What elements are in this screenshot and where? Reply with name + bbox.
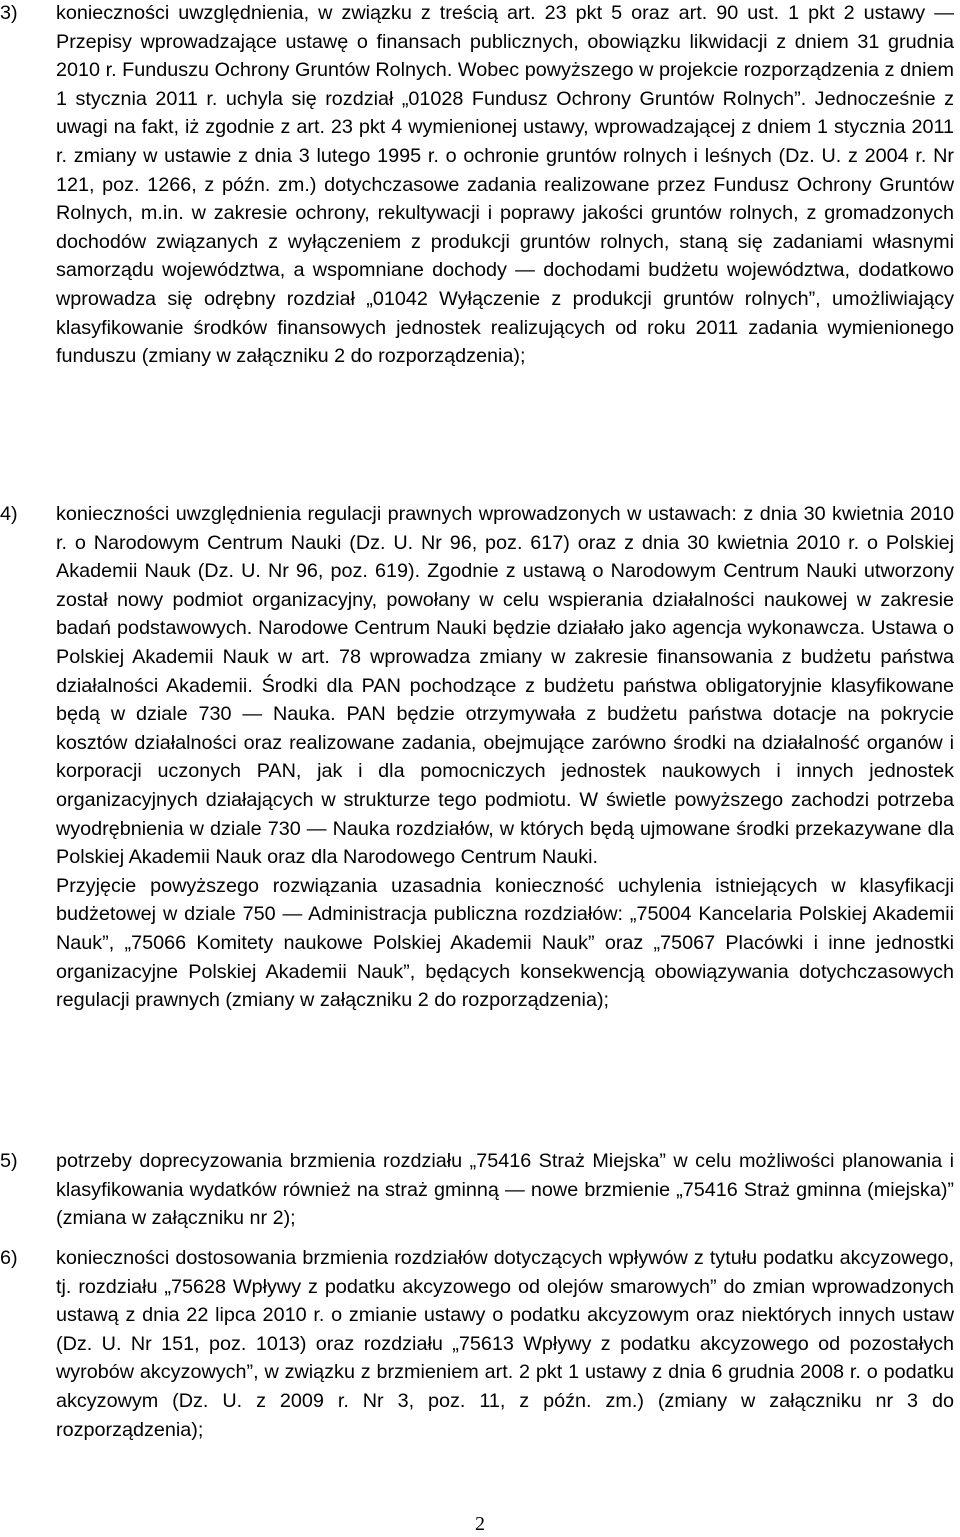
list-item-number: 5) xyxy=(0,1150,18,1172)
list-item-text xyxy=(56,0,954,371)
paragraph: konieczności uwzględnienia regulacji prawnych wprowadzonych w ustawach: z dnia 30 kwietnia 2010 r. o Narodowym Centrum Nauki (Dz. U. Nr 96, poz. 617) oraz z dnia 30 kwietnia 2010 r. o Polskiej Akademii Nauk (Dz. U. Nr 96, poz. 619). Zgodnie z ustawą o Narodowym Centrum Nauki utworzony został nowy podmiot organizacyjny, powołany w celu wspierania działalności naukowej w zakresie badań podstawowych. Narodowe Centrum Nauki będzie działało jako agencja wykonawcza. Ustawa o Polskiej Akademii Nauk w art. 78 wprowadza zmiany w zakresie finansowania z budżetu państwa działalności Akademii. Środki dla PAN pochodzące z budżetu państwa obligatoryjnie klasyfikowane będą w dziale 730 — Nauka. PAN będzie otrzymywała z budżetu państwa dotacje na pokrycie kosztów działalności oraz realizowane zadania, obejmujące zarówno środki na działalność organów i korporacji uczonych PAN, jak i dla pomocniczych jednostek naukowych i innych jednostek organizacyjnych działających w strukturze tego podmiotu. W świetle powyższego zachodzi potrzeba wyodrębnienia w dziale 730 — Nauka rozdziałów, w których będą ujmowane środki przekazywane dla Polskiej Akademii Nauk oraz dla Narodowego Centrum Nauki. xyxy=(56,503,954,869)
paragraph: konieczności dostosowania brzmienia rozdziałów dotyczących wpływów z tytułu podatku akcyzowego, tj. rozdziału „75628 Wpływy z podatku akcyzowego od olejów smarowych” do zmian wprowadzonych ustawą z dnia 22 lipca 2010 r. o zmianie ustawy o podatku akcyzowym oraz niektórych innych ustaw (Dz. U. Nr 151, poz. 1013) oraz rozdziału „75613 Wpływy z podatku akcyzowego od pozostałych wyrobów akcyzowych”, w związku z brzmieniem art. 2 pkt 1 ustawy z dnia 6 grudnia 2008 r. o podatku akcyzowym (Dz. U. z 2009 r. Nr 3, poz. 11, z późn. zm.) (zmiany w załączniku nr 3 do rozporządzenia); xyxy=(56,1247,954,1441)
list-item-number: 6) xyxy=(0,1247,18,1269)
list-item-number: 3) xyxy=(0,2,18,24)
paragraph: potrzeby doprecyzowania brzmienia rozdziału „75416 Straż Miejska” w celu możliwości planowania i klasyfikowania wydatków również na straż gminną — nowe brzmienie „75416 Straż gminna (miejska)” (zmiana w załączniku nr 2); xyxy=(56,1150,954,1230)
paragraph: Przyjęcie powyższego rozwiązania uzasadnia konieczność uchylenia istniejących w klasyfikacji budżetowej w dziale 750 — Administracja publiczna rozdziałów: „75004 Kancelaria Polskiej Akademii Nauk”, „75066 Komitety naukowe Polskiej Akademii Nauk” oraz „75067 Placówki i inne jednostki organizacyjne Polskiej Akademii Nauk”, będących konsekwencją obowiązywania dotychczasowych regulacji prawnych (zmiany w załączniku 2 do rozporządzenia); xyxy=(56,874,954,1012)
list-item-number: 4) xyxy=(0,503,18,525)
list-item-text xyxy=(56,500,954,1015)
list-item-text xyxy=(56,1244,954,1444)
paragraph: konieczności uwzględnienia, w związku z treścią art. 23 pkt 5 oraz art. 90 ust. 1 pkt 2 ustawy — Przepisy wprowadzające ustawę o finansach publicznych, obowiązku likwidacji z dniem 31 grudnia 2010 r. Funduszu Ochrony Gruntów Rolnych. Wobec powyższego w projekcie rozporządzenia z dniem 1 stycznia 2011 r. uchyla się rozdział „01028 Fundusz Ochrony Gruntów Rolnych”. Jednocześnie z uwagi na fakt, iż zgodnie z art. 23 pkt 4 wymienionej ustawy, wprowadzającej z dniem 1 stycznia 2011 r. zmiany w ustawie z dnia 3 lutego 1995 r. o ochronie gruntów rolnych i leśnych (Dz. U. z 2004 r. Nr 121, poz. 1266, z późn. zm.) dotychczasowe zadania realizowane przez Fundusz Ochrony Gruntów Rolnych, m.in. w zakresie ochrony, rekultywacji i poprawy jakości gruntów rolnych, z gromadzonych dochodów związanych z wyłączeniem z produkcji gruntów rolnych, staną się zadaniami własnymi samorządu województwa, a wspomniane dochody — dochodami budżetu województwa, dodatkowo wprowadza się odrębny rozdział „01042 Wyłączenie z produkcji gruntów rolnych”, umożliwiający klasyfikowanie środków finansowych jednostek realizujących od roku 2011 zadania wymienionego funduszu (zmiany w załączniku 2 do rozporządzenia); xyxy=(56,2,954,368)
page-number: 2 xyxy=(475,1513,485,1535)
list-item-text xyxy=(56,1147,954,1233)
